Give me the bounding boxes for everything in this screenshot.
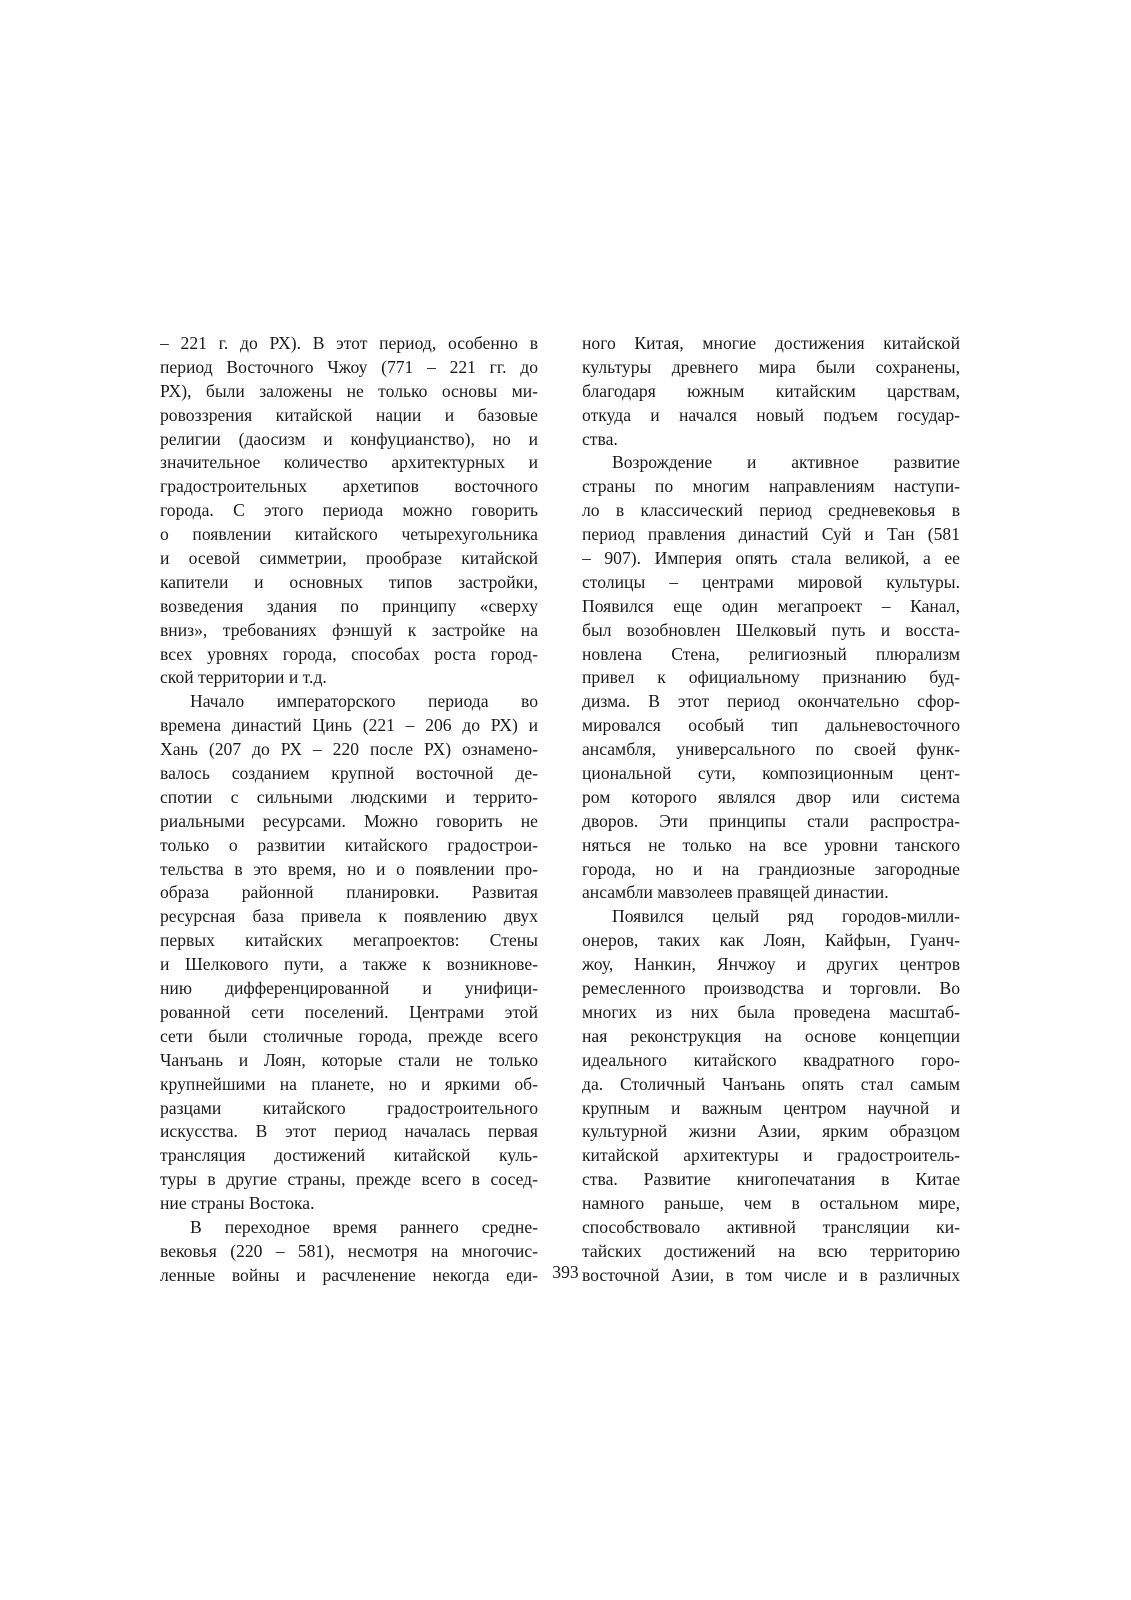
text-line: откуда и начался новый подъем государ- (582, 404, 960, 425)
text-line: рованной сети поселений. Центрами этой (160, 1001, 538, 1022)
text-line: ской территории и т.д. (160, 667, 327, 688)
text-line: китайской архитектуры и градостроитель- (582, 1145, 960, 1166)
text-line: ленные войны и расчленение некогда еди- (160, 1264, 538, 1285)
text-line: ства. Развитие книгопечатания в Китае (582, 1169, 960, 1190)
text-line: нию дифференцированной и унифици- (160, 978, 538, 999)
text-line: ансамбля, универсального по своей функ- (582, 739, 960, 760)
text-line: РХ), были заложены не только основы ми- (160, 380, 538, 401)
text-line: и осевой симметрии, прообразе китайской (160, 548, 538, 569)
text-line: тайских достижений на всю территорию (582, 1240, 960, 1261)
text-line: ства. (582, 428, 618, 449)
text-line: новлена Стена, религиозный плюрализм (582, 643, 960, 664)
text-line: ная реконструкция на основе концепции (582, 1025, 960, 1046)
page-number: 393 (552, 1262, 579, 1282)
text-line: вековья (220 – 581), несмотря на многочис- (160, 1240, 538, 1261)
text-line: восточной Азии, в том числе и в различных (582, 1264, 960, 1285)
text-line: культурной жизни Азии, ярким образцом (582, 1121, 960, 1142)
text-line: ровоззрения китайской нации и базовые (160, 404, 538, 425)
text-line: Хань (207 до РХ – 220 после РХ) ознаменo- (160, 739, 538, 760)
text-line: крупнейшими на планете, но и яркими об- (160, 1073, 538, 1094)
text-line: благодаря южным китайским царствам, (582, 380, 960, 401)
text-line: ремесленного производства и торговли. Во (582, 978, 960, 999)
text-line: был возобновлен Шелковый путь и восста- (582, 619, 960, 640)
text-line: страны по многим направлениям наступи- (582, 476, 960, 497)
text-line: период Восточного Чжоу (771 – 221 гг. до (160, 356, 538, 377)
text-line: онеров, таких как Лоян, Кайфын, Гуанч- (582, 930, 960, 951)
right-text-column (582, 332, 960, 1288)
text-line: о появлении китайского четырехугольника (160, 524, 538, 545)
text-line: Чанъань и Лоян, которые стали не только (160, 1049, 538, 1070)
text-line: – 221 г. до РХ). В этот период, особенно в (160, 333, 538, 353)
text-line: времена династий Цинь (221 – 206 до РХ) и (160, 715, 538, 736)
text-line: туры в другие страны, прежде всего в сосед- (160, 1169, 538, 1190)
text-line: дизма. В этот период окончательно сфор- (582, 691, 960, 712)
text-line: мировался особый тип дальневосточного (582, 715, 960, 736)
text-line: ного Китая, многие достижения китайской (582, 333, 960, 353)
text-line: столицы – центрами мировой культуры. (582, 571, 960, 592)
text-line: период правления династий Суй и Тан (581 (582, 524, 960, 545)
text-line: привел к официальному признанию буд- (582, 667, 960, 688)
text-line: Возрождение и активное развитие (612, 452, 960, 473)
text-line: только о развитии китайского градострои- (160, 834, 538, 855)
text-line: возведения здания по принципу «сверху (160, 595, 538, 616)
text-line: риальными ресурсами. Можно говорить не (160, 810, 538, 831)
text-line: ром которого являлся двор или система (582, 786, 960, 807)
text-line: Появился целый ряд городов-милли- (612, 906, 960, 927)
text-line: вниз», требованиях фэншуй к застройке на (160, 619, 538, 640)
text-line: первых китайских мегапроектов: Стены (160, 930, 538, 951)
text-line: – 907). Империя опять стала великой, а ее (582, 548, 960, 569)
text-line: спотии с сильными людскими и террито- (160, 786, 538, 807)
text-line: и Шелкового пути, а также к возникнове- (160, 954, 538, 975)
text-line: крупным и важным центром научной и (582, 1097, 960, 1118)
text-line: тельства в это время, но и о появлении про- (160, 858, 538, 879)
text-line: намного раньше, чем в остальном мире, (582, 1193, 960, 1214)
text-line: Начало императорского периода во (190, 691, 538, 712)
text-line: да. Столичный Чанъань опять стал самым (582, 1073, 960, 1094)
text-line: значительное количество архитектурных и (160, 452, 538, 473)
text-line: ресурсная база привела к появлению двух (160, 906, 538, 927)
text-line: валось созданием крупной восточной де- (160, 763, 538, 784)
text-line: няться не только на все уровни танского (582, 834, 960, 855)
text-line: капители и основных типов застройки, (160, 571, 538, 592)
text-line: В переходное время раннего средне- (190, 1216, 538, 1237)
text-line: многих из них была проведена масштаб- (582, 1001, 960, 1022)
text-line: города. С этого периода можно говорить (160, 500, 538, 521)
text-line: циональной сути, композиционным цент- (582, 763, 960, 784)
left-text-column (160, 332, 538, 1288)
text-line: религии (даосизм и конфуцианство), но и (160, 428, 538, 449)
text-line: дворов. Эти принципы стали распростра- (582, 810, 960, 831)
text-line: разцами китайского градостроительного (160, 1097, 538, 1118)
text-line: жоу, Нанкин, Янчжоу и других центров (582, 954, 960, 975)
text-line: трансляция достижений китайской куль- (160, 1145, 538, 1166)
text-line: идеального китайского квадратного горо- (582, 1049, 960, 1070)
text-line: Появился еще один мегапроект – Канал, (582, 595, 960, 616)
text-line: сети были столичные города, прежде всего (160, 1025, 538, 1046)
text-line: всех уровнях города, способах роста город- (160, 643, 538, 664)
text-line: искусства. В этот период началась первая (160, 1121, 538, 1142)
text-line: города, но и на грандиозные загородные (582, 858, 960, 879)
text-line: ло в классический период средневековья в (582, 500, 960, 521)
text-line: культуры древнего мира были сохранены, (582, 356, 960, 377)
text-line: образа районной планировки. Развитая (160, 882, 538, 903)
text-line: ансамбли мавзолеев правящей династии. (582, 882, 889, 903)
text-line: ние страны Востока. (160, 1193, 315, 1214)
text-line: градостроительных архетипов восточного (160, 476, 538, 497)
text-line: способствовало активной трансляции ки- (582, 1216, 960, 1237)
